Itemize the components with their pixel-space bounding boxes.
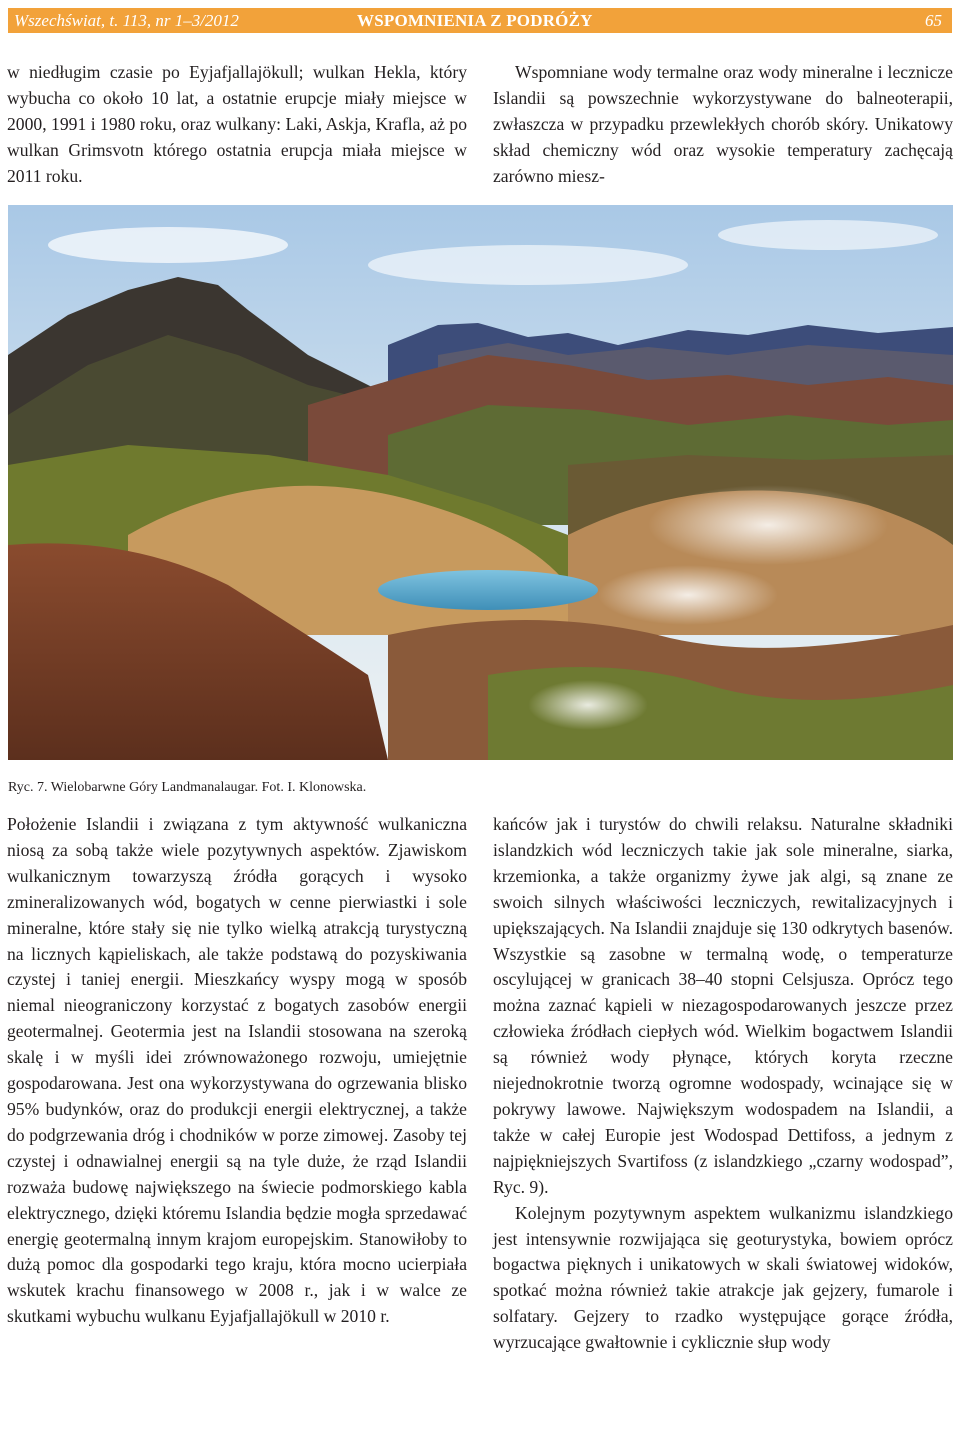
bottom-right-column (493, 812, 953, 1356)
mountain-illustration (8, 205, 953, 760)
paragraph: Kolejnym pozytywnym aspektem wulkanizmu islandzkiego jest intensywnie rozwijająca się geoturystyka, bowiem oprócz bogactwa pięknych i unikatowych w skali światowej widoków, spotkać można również takie atrakcje jak gejzery, fumarole i solfatary. Gejzery to rzadko występujące gorące źródła, wyrzucające gwałtownie i cyklicznie słup wody (493, 1202, 953, 1353)
paragraph: kańców jak i turystów do chwili relaksu. Naturalne składniki islandzkich wód leczniczych takie jak sole mineralne, siarka, krzemionka, a także organizmy żywe jak algi, są znane ze swoich silnych właściwości leczniczych, rewitalizacyjnych i upiększających. Na Islandii znajduje się 130 odkrytych basenów. Wszystkie są zasobne w termalną wodę, o temperaturze oscylującej w granicach 38–40 stopni Celsjusza. Oprócz tego można zaznać kąpieli w niezagospodarowanych jeszcze przez człowieka źródłach ciepłych wód. Wielkim bogactwem Islandii są również wody płynące, których koryta rzeczne niejednokrotnie tworzą ogromne wodospady, wcinające się w pokrywy lawowe. Największym wodospadem na Islandii, a także w całej Europie jest Wodospad Dettifoss, a jednym z najpiękniejszych Svartifoss (z islandzkiego „czarny wodospad”, Ryc. 9). (493, 814, 953, 1197)
paragraph: w niedługim czasie po Eyjafjallajökull; wulkan Hekla, który wybucha co około 10 lat, a ostatnie erupcje miały miejsce w 2000, 1991 i 1980 roku, oraz wulkany: Laki, Askja, Krafla, aż po wulkan Grimsvotn którego ostatnia erupcja miała miejsce w 2011 roku. (7, 62, 467, 186)
section-title: WSPOMNIENIA Z PODRÓŻY (357, 11, 593, 30)
paragraph: Wspomniane wody termalne oraz wody mineralne i lecznicze Islandii są powszechnie wykorzystywane do balneoterapii, zwłaszcza w przypadku przewlekłych chorób skóry. Unikatowy skład chemiczny wód oraz wysokie temperatury zachęcają zarówno miesz- (493, 62, 953, 186)
running-header (8, 8, 952, 33)
top-left-column (7, 60, 467, 190)
paragraph: Położenie Islandii i związana z tym aktywność wulkaniczna niosą za sobą także wiele pozytywnych aspektów. Zjawiskom wulkanicznym towarzyszą źródła gorących i wysoko zmineralizowanych wód, bogatych w cenne pierwiastki i sole mineralne, które stały się nie tylko wielką atrakcją turystyczną na licznych kąpieliskach, ale także podstawą do pozyskiwania czystej i taniej energii. Mieszkańcy wyspy mogą w sposób niemal nieograniczony korzystać z bogatych zasobów energii geotermalnej. Geotermia jest na Islandii stosowana na szeroką skalę i w myśli idei zrównoważonego rozwoju, umiejętnie gospodarowana. Jest ona wykorzystywana do ogrzewania blisko 95% budynków, oraz do produkcji energii elektrycznej, a także do podgrzewania dróg i chodników w porze zimowej. Zasoby tej czystej i odnawialnej energii są na tyle duże, że rząd Islandii rozważa budowę największego na świecie podmorskiego kabla elektrycznego, dzięki któremu Islandia będzie mogła sprzedawać energię geotermalną innym krajom europejskim. Stanowiłoby to dużą pomoc dla gospodarki tego kraju, która mocno ucierpiała wskutek krachu finansowego w 2008 r., jak i w walce ze skutkami wybuchu wulkanu Eyjafjallajökull w 2010 r. (7, 814, 467, 1327)
top-right-column (493, 60, 953, 190)
journal-citation: Wszechświat, t. 113, nr 1–3/2012 (14, 11, 239, 30)
page-number: 65 (925, 11, 942, 30)
bottom-left-column (7, 812, 467, 1330)
landscape-photo (8, 205, 953, 760)
figure-caption: Ryc. 7. Wielobarwne Góry Landmanalaugar. Fot. I. Klonowska. (8, 780, 367, 795)
